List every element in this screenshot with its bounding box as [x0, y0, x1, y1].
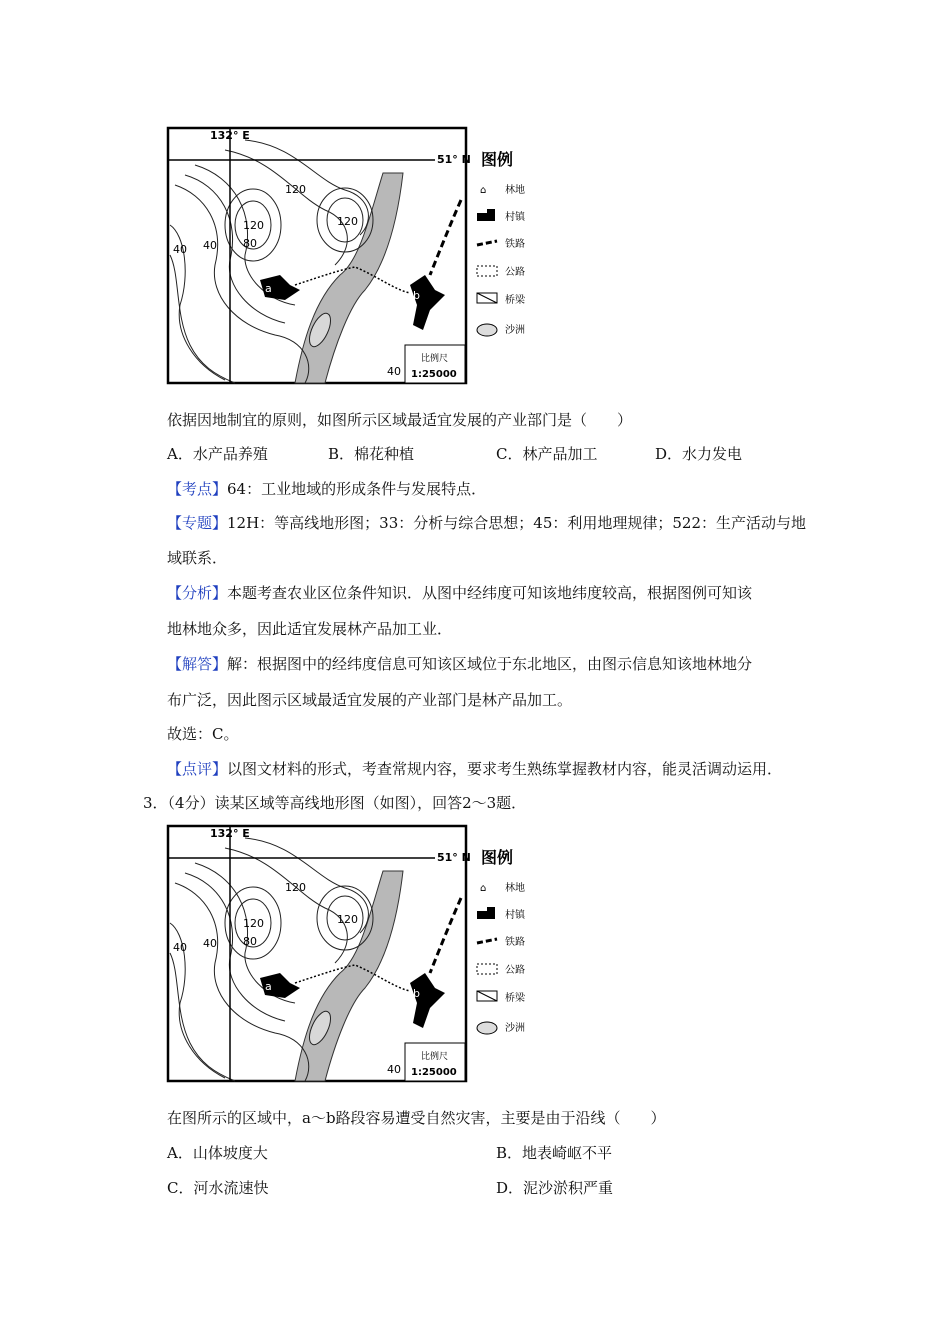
legend-item: 公路 — [505, 267, 525, 278]
contour-map-svg — [165, 125, 535, 385]
fenxi-line — [167, 583, 752, 603]
answer-line: 故选：C。 — [167, 725, 239, 743]
contour-label: 120 — [337, 215, 358, 228]
scale-title: 比例尺 — [421, 354, 449, 364]
kaodian-line — [167, 479, 486, 499]
contour-label: 40 — [203, 239, 217, 252]
contour-label: 40 — [173, 941, 187, 954]
svg-text:⌂: ⌂ — [480, 185, 487, 196]
lat-label: 51° N — [437, 153, 471, 166]
jieda-tag: 【解答】 — [167, 655, 228, 673]
contour-label: 40 — [203, 937, 217, 950]
q3-option-b: B．地表崎岖不平 — [496, 1144, 613, 1162]
question-3-header: 3．（4分）读某区域等高线地形图（如图），回答2～3题． — [143, 794, 527, 812]
lon-label: 132° E — [210, 827, 250, 840]
legend-title: 图例 — [481, 150, 514, 169]
q3-option-c: C．河水流速快 — [167, 1179, 269, 1197]
zhuanti-tag: 【专题】 — [167, 514, 228, 532]
q2-option-d: D．水力发电 — [655, 445, 743, 463]
svg-text:⌂: ⌂ — [480, 883, 487, 894]
legend-item: 村镇 — [505, 212, 525, 223]
legend-item: 桥梁 — [505, 993, 525, 1004]
fenxi-tag: 【分析】 — [167, 584, 228, 602]
legend-item: 林地 — [505, 883, 525, 894]
contour-map-2 — [165, 823, 535, 1083]
legend-item: 林地 — [505, 185, 525, 196]
kaodian-tag: 【考点】 — [167, 480, 228, 498]
dianping-line — [167, 759, 782, 779]
point-b-label: b — [413, 987, 420, 1000]
contour-map-1 — [165, 125, 535, 385]
point-a-label: a — [265, 282, 272, 295]
q2-option-a: A．水产品养殖 — [167, 445, 268, 463]
lat-label: 51° N — [437, 851, 471, 864]
legend-item: 铁路 — [505, 239, 525, 250]
legend-title: 图例 — [481, 848, 514, 867]
jieda-text-cont: 布广泛，因此图示区域最适宜发展的产业部门是林产品加工。 — [167, 691, 573, 709]
scale-title: 比例尺 — [421, 1052, 449, 1062]
contour-map-svg — [165, 823, 535, 1083]
question-2-stem: 依据因地制宜的原则，如图所示区域最适宜发展的产业部门是（ ） — [167, 411, 633, 429]
zhuanti-text-cont: 域联系． — [167, 549, 228, 567]
zhuanti-text: 12H：等高线地形图；33：分析与综合思想；45：利用地理规律；522：生产活动与地 — [227, 514, 806, 532]
contour-label: 120 — [337, 913, 358, 926]
contour-label: 40 — [387, 1063, 401, 1076]
contour-label: 40 — [387, 365, 401, 378]
legend-item: 公路 — [505, 965, 525, 976]
question-3-stem: 在图所示的区域中，a～b路段容易遭受自然灾害，主要是由于沿线（ ） — [167, 1109, 666, 1127]
kaodian-text: 64：工业地域的形成条件与发展特点． — [227, 480, 487, 498]
q2-option-b: B．棉花种植 — [328, 445, 415, 463]
jieda-text: 解：根据图中的经纬度信息可知该区域位于东北地区，由图示信息知该地林地分 — [227, 655, 753, 673]
fenxi-text-cont: 地林地众多，因此适宜发展林产品加工业． — [167, 620, 453, 638]
legend-item: 沙洲 — [505, 1023, 525, 1034]
contour-label: 120 — [243, 917, 264, 930]
q3-option-d: D．泥沙淤积严重 — [496, 1179, 614, 1197]
lon-label: 132° E — [210, 129, 250, 142]
scale-value: 1:25000 — [411, 369, 457, 380]
contour-label: 80 — [243, 935, 257, 948]
legend-item: 村镇 — [505, 910, 525, 921]
contour-label: 40 — [173, 243, 187, 256]
point-a-label: a — [265, 980, 272, 993]
fenxi-text: 本题考查农业区位条件知识．从图中经纬度可知该地纬度较高，根据图例可知该 — [227, 584, 753, 602]
q3-option-a: A．山体坡度大 — [167, 1144, 268, 1162]
legend-item: 桥梁 — [505, 295, 525, 306]
contour-label: 80 — [243, 237, 257, 250]
dianping-tag: 【点评】 — [167, 760, 228, 778]
scale-value: 1:25000 — [411, 1067, 457, 1078]
legend-item: 铁路 — [505, 937, 525, 948]
dianping-text: 以图文材料的形式，考查常规内容，要求考生熟练掌握教材内容，能灵活调动运用． — [227, 760, 783, 778]
contour-label: 120 — [243, 219, 264, 232]
legend-item: 沙洲 — [505, 325, 525, 336]
contour-label: 120 — [285, 881, 306, 894]
jieda-line — [167, 654, 752, 674]
contour-label: 120 — [285, 183, 306, 196]
point-b-label: b — [413, 289, 420, 302]
zhuanti-line — [167, 513, 806, 533]
q2-option-c: C．林产品加工 — [496, 445, 598, 463]
